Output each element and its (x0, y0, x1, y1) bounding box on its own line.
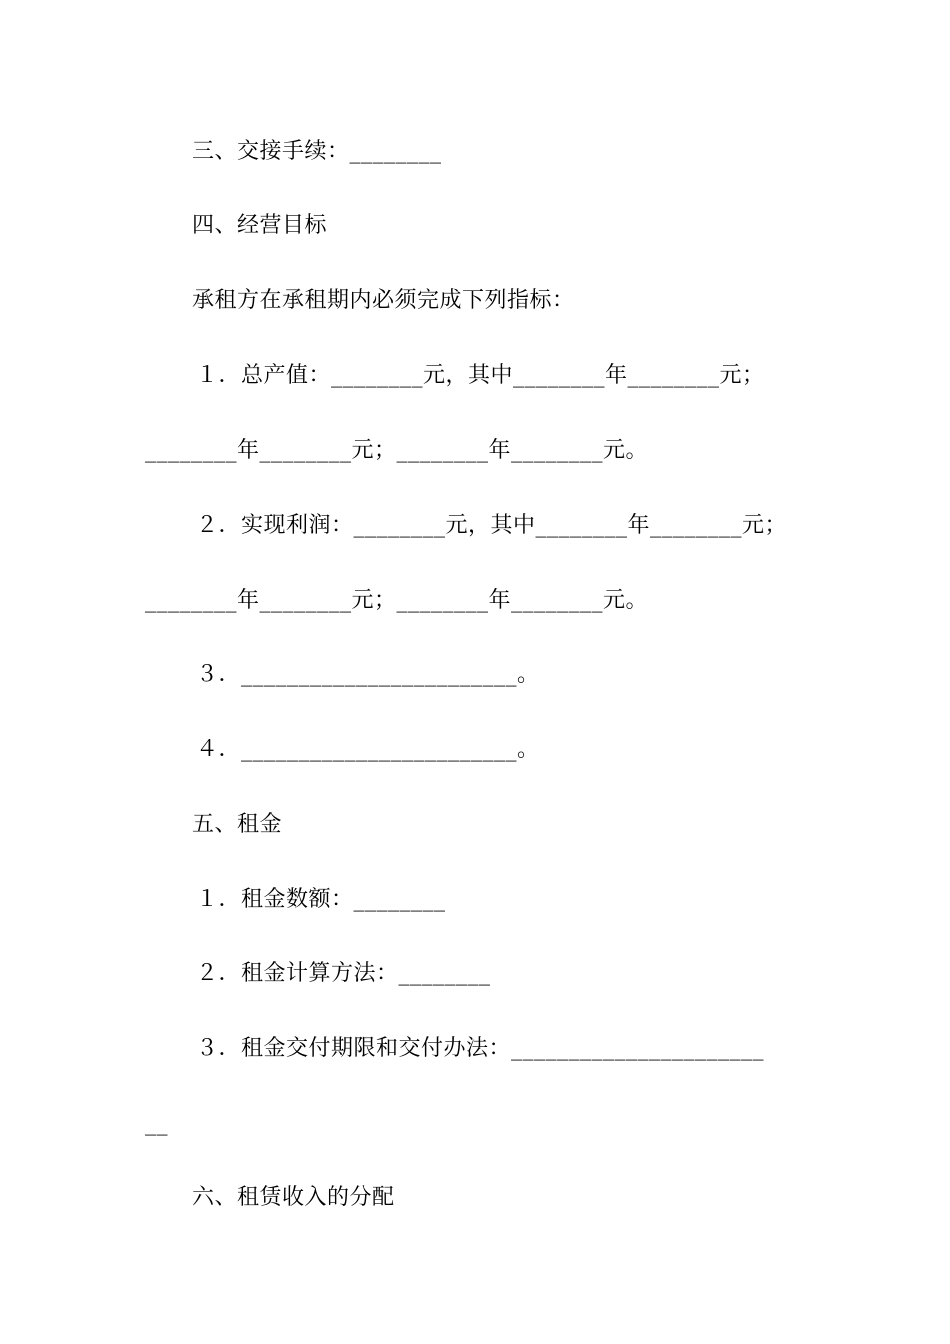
item-3-blank: ３．________________________。 (196, 662, 540, 687)
item-rent-calc-method: ２．租金计算方法：________ (196, 961, 491, 986)
section-6-heading: 六、租赁收入的分配 (192, 1185, 395, 1210)
item-total-output: １．总产值：________元，其中________年________元； (196, 363, 765, 388)
item-total-output-cont: ________年________元；________年________元。 (145, 438, 649, 463)
item-rent-amount: １．租金数额：________ (196, 887, 446, 912)
section-3-handover: 三、交接手续：________ (192, 139, 442, 164)
item-rent-payment-terms: ３．租金交付期限和交付办法：______________________ (196, 1036, 765, 1061)
section-5-heading: 五、租金 (192, 812, 283, 837)
item-4-blank: ４．________________________。 (196, 737, 540, 762)
item-rent-payment-terms-cont: __ (145, 1111, 168, 1136)
section-4-heading: 四、经营目标 (192, 213, 328, 238)
section-4-intro: 承租方在承租期内必须完成下列指标： (192, 288, 575, 313)
item-profit: ２．实现利润：________元，其中________年________元； (196, 513, 788, 538)
item-profit-cont: ________年________元；________年________元。 (145, 588, 649, 613)
